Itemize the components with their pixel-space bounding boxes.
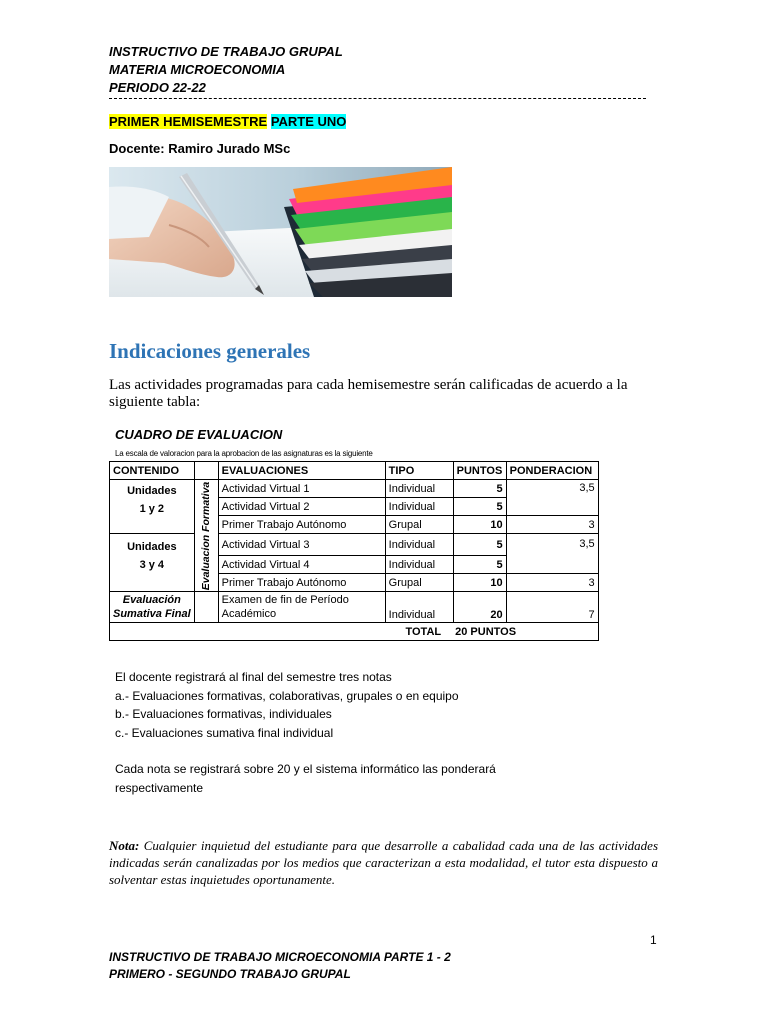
cell-puntos: 10: [453, 516, 506, 534]
cell-tipo: Grupal: [385, 516, 453, 534]
cell-evaluacion: Primer Trabajo Autónomo: [218, 516, 385, 534]
nota-text: Cualquier inquietud del estudiante para que desarrolle a cabalidad cada una de las actividades indicadas serán canalizadas por los medios que caracterizan a esta modalidad, el tutor esta dispuesto a solventar estas inquietudes oportunamente.: [109, 838, 659, 887]
header-tipo: TIPO: [385, 462, 453, 480]
cell-tipo: Individual: [385, 592, 453, 623]
vertical-label: Evaluacion Formativa: [200, 481, 213, 590]
notes-item-b: b.- Evaluaciones formativas, individuales: [115, 707, 332, 721]
nota-label: Nota:: [109, 838, 140, 853]
cell-tipo: Grupal: [385, 574, 453, 592]
footer-line-2: PRIMERO - SEGUNDO TRABAJO GRUPAL: [109, 967, 351, 981]
cell-evaluacion: Actividad Virtual 2: [218, 498, 385, 516]
table-row: [110, 592, 599, 623]
table-total-row: [110, 623, 599, 641]
group2-line1: Unidades: [127, 541, 177, 553]
cell-ponderacion: 3,5: [506, 534, 598, 574]
notes-item-c: c.- Evaluaciones sumativa final individual: [115, 725, 334, 740]
evaluacion-line2: Académico: [221, 608, 277, 620]
group1-line2: 1 y 2: [139, 503, 165, 515]
group3-line2: Sumativa Final: [113, 608, 191, 620]
cell-evaluacion: [218, 592, 385, 623]
header-ponderacion: PONDERACION: [506, 462, 598, 480]
group3-line1: Evaluación: [122, 594, 181, 606]
cell-tipo: Individual: [385, 534, 453, 556]
docente-label: Docente: Ramiro Jurado MSc: [109, 141, 291, 156]
footer-line-1: INSTRUCTIVO DE TRABAJO MICROECONOMIA PARTE 1 - 2: [109, 950, 451, 964]
header-line-3: PERIODO 22-22: [109, 80, 206, 95]
section-title: Indicaciones generales: [109, 339, 311, 363]
hemisemestre-banner: [109, 114, 346, 129]
total-label: TOTAL: [110, 623, 454, 641]
notes-registro: Cada nota se registrará sobre 20 y el sistema informático las ponderará respectivamente: [115, 762, 496, 795]
cell-puntos: 20: [453, 592, 506, 623]
group-unidades-1-2: [110, 480, 195, 534]
notes-block: [115, 668, 459, 742]
cell-ponderacion: 7: [506, 592, 598, 623]
cell-puntos: 5: [453, 480, 506, 498]
cell-evaluacion: Actividad Virtual 3: [218, 534, 385, 556]
evaluacion-line1: Examen de fin de Período: [221, 594, 349, 606]
header-photo: [109, 167, 452, 297]
cell-ponderacion: 3: [506, 516, 598, 534]
cell-evaluacion: Actividad Virtual 4: [218, 556, 385, 574]
nota-paragraph: [109, 837, 658, 888]
table-title: CUADRO DE EVALUACION: [115, 427, 283, 442]
cell-tipo: Individual: [385, 498, 453, 516]
vertical-label-cell: [194, 480, 218, 592]
cell-blank: [194, 592, 218, 623]
cell-puntos: 5: [453, 498, 506, 516]
cell-puntos: 5: [453, 534, 506, 556]
group2-line2: 3 y 4: [139, 559, 165, 571]
evaluation-table: [109, 461, 599, 641]
header-puntos: PUNTOS: [453, 462, 506, 480]
page-number: 1: [650, 933, 657, 947]
group-unidades-3-4: [110, 534, 195, 592]
table-header-row: [110, 462, 599, 480]
dashed-separator: [109, 98, 646, 99]
header-line-2: MATERIA MICROECONOMIA: [109, 62, 286, 77]
highlight-cyan-text: PARTE UNO: [270, 114, 347, 129]
cell-evaluacion: Primer Trabajo Autónomo: [218, 574, 385, 592]
section-paragraph: Las actividades programadas para cada hemisemestre serán calificadas de acuerdo a la siguiente tabla:: [109, 377, 628, 410]
notes-intro: El docente registrará al final del semestre tres notas: [115, 670, 392, 684]
group-sumativa: [110, 592, 195, 623]
header-blank: [194, 462, 218, 480]
cell-puntos: 10: [453, 574, 506, 592]
hand-writing-folders-image: [109, 167, 452, 297]
cell-ponderacion: 3,5: [506, 480, 598, 516]
cell-puntos: 5: [453, 556, 506, 574]
header-evaluaciones: EVALUACIONES: [218, 462, 385, 480]
notes-item-a: a.- Evaluaciones formativas, colaborativas, grupales o en equipo: [115, 688, 459, 703]
table-subtitle: La escala de valoracion para la aprobacion de las asignaturas es la siguiente: [115, 449, 373, 458]
table-row: [110, 480, 599, 498]
cell-tipo: Individual: [385, 556, 453, 574]
header-line-1: INSTRUCTIVO DE TRABAJO GRUPAL: [109, 44, 343, 59]
header-contenido: CONTENIDO: [110, 462, 195, 480]
cell-ponderacion: 3: [506, 574, 598, 592]
highlight-yellow-text: PRIMER HEMISEMESTRE: [109, 114, 268, 129]
group1-line1: Unidades: [127, 485, 177, 497]
cell-tipo: Individual: [385, 480, 453, 498]
table-row: [110, 534, 599, 556]
total-value: 20 PUNTOS: [453, 623, 598, 641]
cell-evaluacion: Actividad Virtual 1: [218, 480, 385, 498]
